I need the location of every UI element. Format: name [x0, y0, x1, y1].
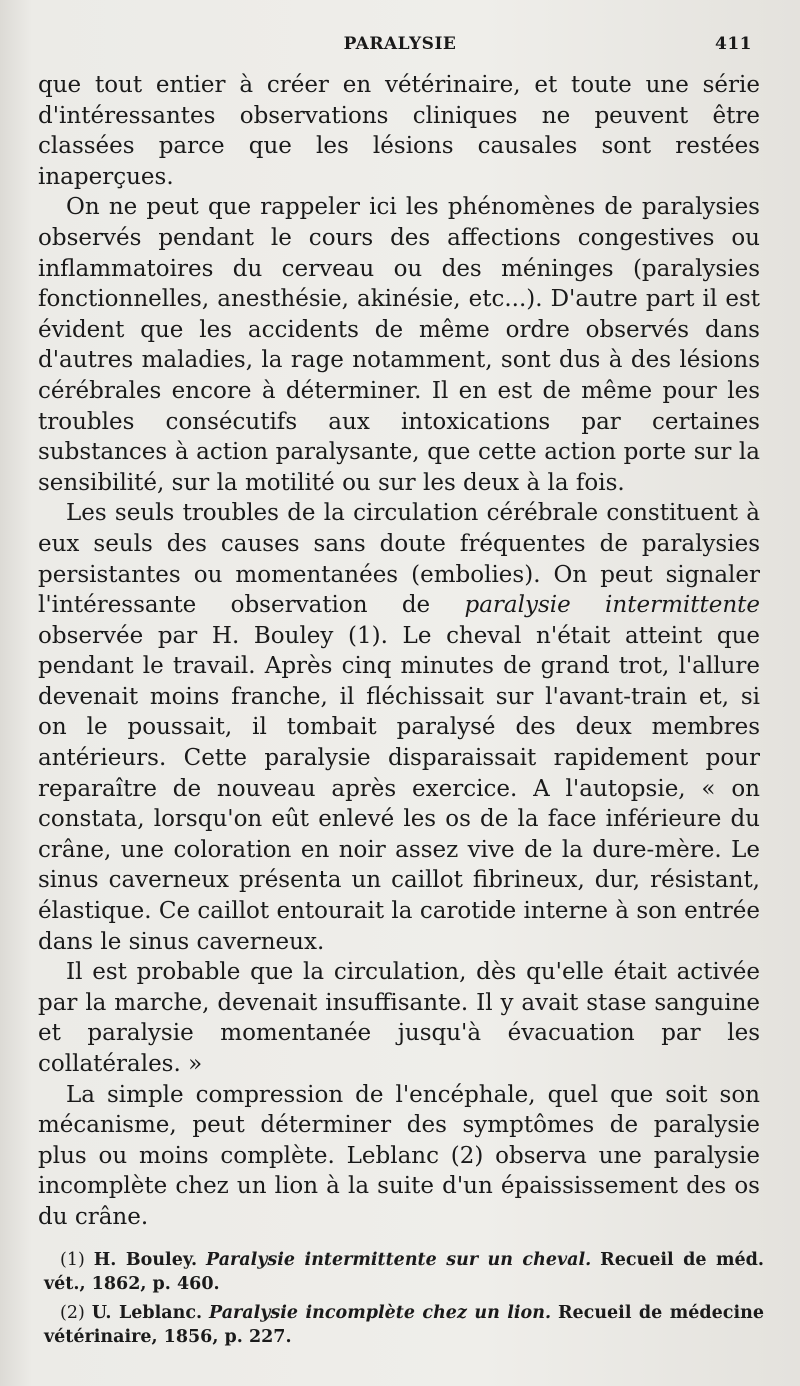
footnote-work: Paralysie incomplète chez un lion. [209, 1303, 552, 1323]
paragraph [38, 70, 760, 192]
footnote [44, 1301, 764, 1349]
footnote [44, 1248, 764, 1296]
page-number: 411 [715, 34, 752, 54]
paragraph [38, 1080, 760, 1233]
footnote-marker: (1) [60, 1250, 85, 1270]
paragraph [38, 498, 760, 957]
footnote-author: H. Bouley. [93, 1250, 198, 1270]
footnote-source: Recueil de médecine vétérinaire, 1856, p. 227. [44, 1303, 764, 1347]
running-title: PARALYSIE [343, 34, 457, 54]
paragraph-text: que tout entier à créer en vétérinaire, et toute une série d'intéressantes observations cliniques ne peuvent être classées parce que les lésions causales sont restées inaperçues. [38, 72, 760, 190]
paragraph-text: Il est probable que la circulation, dès qu'elle était activée par la marche, devenait insuffisante. Il y avait stase sanguine et paralysie momentanée jusqu'à évacuation par les collatérales. » [38, 959, 760, 1077]
footnote-source: Recueil de méd. vét., 1862, p. 460. [44, 1250, 764, 1294]
paragraph-text: On ne peut que rappeler ici les phénomènes de paralysies observés pendant le cours des affections congestives ou inflammatoires du cerveau ou des méninges (paralysies fonctionnelles, anesthésie, akinésie, etc...). D'autre part il est évident que les accidents de même ordre observés dans d'autres maladies, la rage notamment, sont dus à des lésions cérébrales encore à déterminer. Il en est de même pour les troubles consécutifs aux intoxications par certaines substances à action paralysante, que cette action porte sur la sensibilité, sur la motilité ou sur les deux à la fois. [38, 194, 760, 496]
emphasis-text: paralysie intermittente [464, 592, 760, 619]
paragraph-text: La simple compression de l'encéphale, quel que soit son mécanisme, peut déterminer des symptômes de paralysie plus ou moins complète. Leblanc (2) observa une paralysie incomplète chez un lion à la suite d'un épaississement des os du crâne. [38, 1081, 760, 1230]
footnote-author: U. Leblanc. [91, 1303, 203, 1323]
paragraph [38, 957, 760, 1079]
footnote-work: Paralysie intermittente sur un cheval. [206, 1250, 592, 1270]
paragraph [38, 192, 760, 498]
running-header [40, 34, 760, 58]
paragraph-text: Les seuls troubles de la circulation cérébrale constituent à eux seuls des causes sans doute fréquentes de paralysies persistantes ou momentanées (embolies). On peut signaler l'intéressante observation de [38, 500, 760, 619]
body-text [38, 70, 760, 1233]
footnote-marker: (2) [60, 1303, 85, 1323]
footnotes [44, 1248, 764, 1354]
paragraph-text: observée par H. Bouley (1). Le cheval n'était atteint que pendant le travail. Après cinq minutes de grand trot, l'allure devenait moins franche, il fléchissait sur l'avant-train et, si on le poussait, il tombait paralysé des deux membres antérieurs. Cette paralysie disparaissait rapidement pour reparaître de nouveau après exercice. A l'autopsie, « on constata, lorsqu'on eût enlevé les os de la face inférieure du crâne, une coloration en noir assez vive de la dure-mère. Le sinus caverneux présenta un caillot fibrineux, dur, résistant, élastique. Ce caillot entourait la carotide interne à son entrée dans le sinus caverneux. [38, 622, 760, 955]
